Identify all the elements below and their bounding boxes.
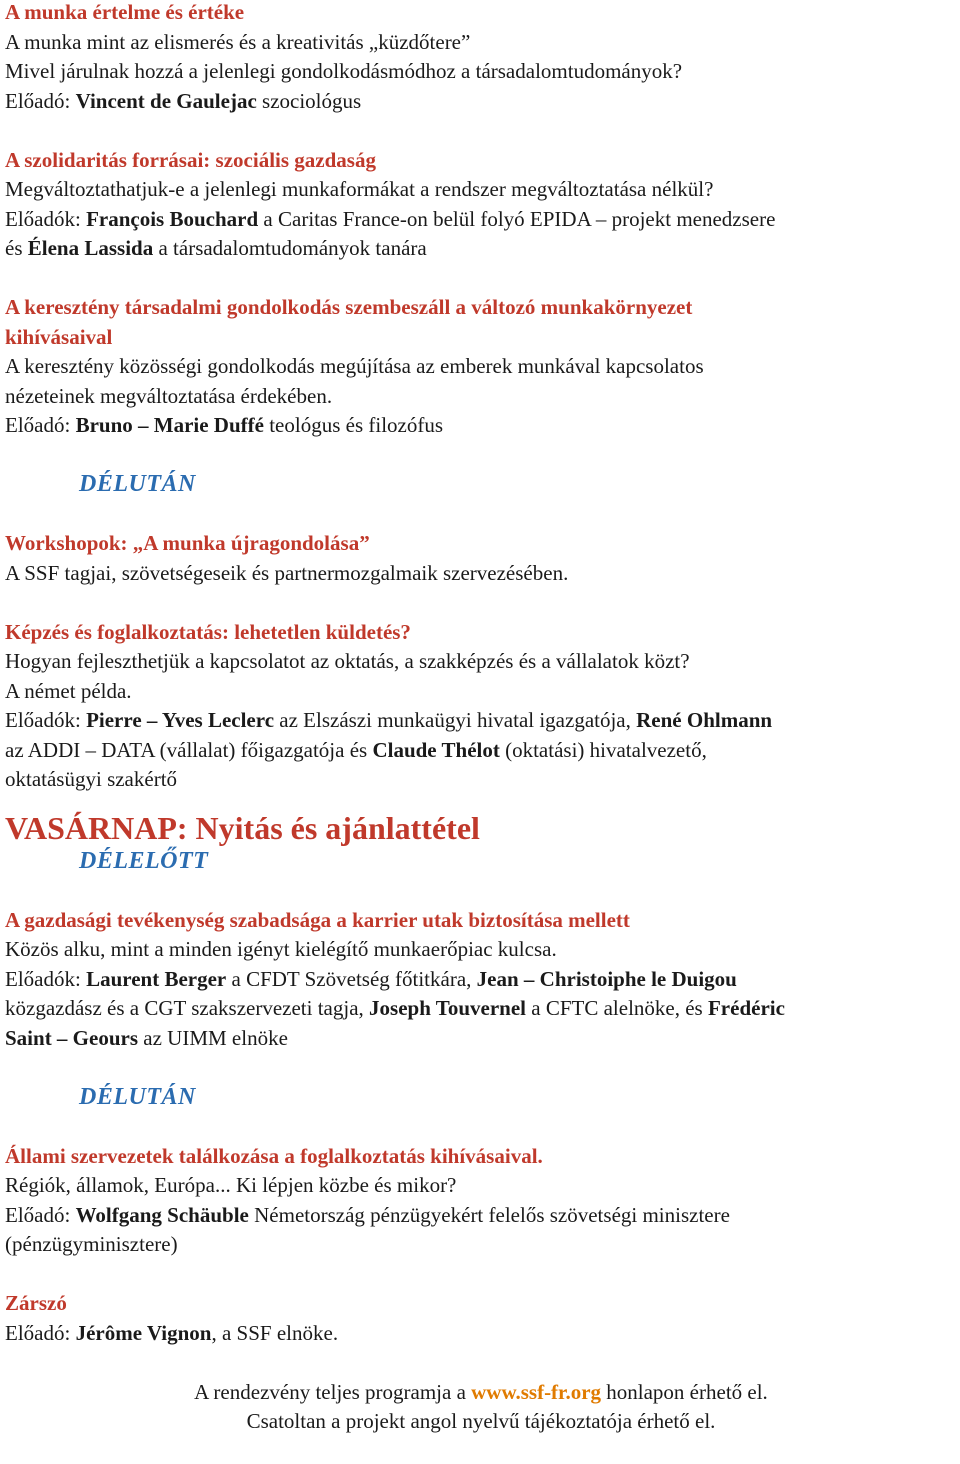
afternoon-heading: DÉLUTÁN <box>79 1083 196 1110</box>
footer-line <box>5 1378 957 1408</box>
footer-note: Csatoltan a projekt angol nyelvű tájékoztatója érhető el. <box>246 1409 716 1433</box>
afternoon-heading: DÉLUTÁN <box>79 471 196 497</box>
speaker-name: Claude Thélot <box>372 737 500 762</box>
section-title: A szolidaritás forrásai: szociális gazdaság <box>5 147 376 172</box>
speaker-role: , a SSF elnöke. <box>211 1320 339 1345</box>
speaker-name: Pierre – Yves Leclerc <box>86 708 275 732</box>
speaker-prefix: Előadó: <box>5 1202 76 1227</box>
speaker-line <box>5 706 957 736</box>
speaker-role: a társadalomtudományok tanára <box>153 236 427 260</box>
speaker-prefix: Előadó: <box>5 413 76 437</box>
section-text: Hogyan fejleszthetjük a kapcsolatot az oktatás, a szakképzés és a vállalatok közt? <box>5 649 690 673</box>
speaker-role: a CFTC alelnöke, és <box>526 996 708 1020</box>
section-text: A keresztény közösségi gondolkodás megújítása az emberek munkával kapcsolatos <box>5 354 704 378</box>
speaker-role: (pénzügyminisztere) <box>5 1232 178 1256</box>
speaker-line <box>5 234 957 264</box>
speaker-name: François Bouchard <box>86 206 259 231</box>
speaker-line <box>5 965 957 995</box>
day-heading: VASÁRNAP: Nyitás és ajánlattétel <box>5 809 480 846</box>
speaker-role: az Elszászi munkaügyi hivatal igazgatója, <box>274 708 637 732</box>
speaker-prefix: Előadók: <box>5 206 87 231</box>
speaker-role: oktatásügyi szakértő <box>5 767 178 791</box>
speaker-line <box>5 994 957 1024</box>
speaker-role: a Caritas France-on belül folyó EPIDA – projekt menedzsere <box>258 206 776 231</box>
speaker-name: Élena Lassida <box>27 236 154 260</box>
section-title: Képzés és foglalkoztatás: lehetetlen küldetés? <box>5 619 411 644</box>
speaker-line <box>5 1024 957 1054</box>
speaker-line <box>5 87 957 117</box>
section-text: Közös alku, mint a minden igényt kielégítő munkaerőpiac kulcsa. <box>5 937 557 961</box>
speaker-line <box>5 736 957 766</box>
speaker-prefix: Előadó: <box>5 1320 76 1345</box>
morning-heading: DÉLELŐTT <box>79 847 209 874</box>
section-text: Megváltoztathatjuk-e a jelenlegi munkaformákat a rendszer megváltoztatása nélkül? <box>5 177 714 201</box>
footer-text: honlapon érhető el. <box>601 1379 768 1404</box>
speaker-role: (oktatási) hivatalvezető, <box>499 737 707 762</box>
speaker-role: szociológus <box>256 88 362 113</box>
speaker-prefix: és <box>5 236 28 260</box>
section-text: A német példa. <box>5 678 132 703</box>
speaker-prefix: Előadó: <box>5 88 76 113</box>
section-title: A keresztény társadalmi gondolkodás szembeszáll a változó munkakörnyezet <box>5 295 693 319</box>
footer-text: A rendezvény teljes programja a <box>194 1379 472 1404</box>
speaker-role: a CFDT Szövetség főtitkára, <box>226 966 477 991</box>
speaker-name: Jean – Christoiphe le Duigou <box>476 966 737 991</box>
section-title: Állami szervezetek találkozása a foglalkoztatás kihívásaival. <box>5 1143 543 1168</box>
speaker-name: Vincent de Gaulejac <box>75 88 257 113</box>
section-text: nézeteinek megváltoztatása érdekében. <box>5 383 333 408</box>
speaker-line <box>5 411 957 441</box>
speaker-name: Saint – Geours <box>5 1025 139 1050</box>
speaker-name: Laurent Berger <box>86 966 227 991</box>
speaker-prefix: Előadók: <box>5 708 87 732</box>
section-title: Workshopok: „A munka újragondolása” <box>5 531 370 555</box>
speaker-role: teológus és filozófus <box>263 413 444 437</box>
website-link[interactable]: www.ssf-fr.org <box>471 1379 602 1404</box>
speaker-name: Frédéric <box>707 996 785 1020</box>
section-title: A gazdasági tevékenység szabadsága a karrier utak biztosítása mellett <box>5 907 630 932</box>
speaker-line <box>5 205 957 235</box>
program-document <box>5 0 957 1437</box>
speaker-name: Joseph Touvernel <box>369 996 526 1020</box>
speaker-role: az UIMM elnöke <box>138 1025 288 1050</box>
section-subtitle: A munka mint az elismerés és a kreativitás „küzdőtere” <box>5 29 471 54</box>
speaker-line <box>5 1319 957 1349</box>
section-title: kihívásaival <box>5 324 113 349</box>
speaker-role: az ADDI – DATA (vállalat) főigazgatója és <box>5 737 373 762</box>
speaker-role: Németország pénzügyekért felelős szövetségi minisztere <box>248 1202 730 1227</box>
speaker-prefix: Előadók: <box>5 966 87 991</box>
speaker-role: közgazdász és a CGT szakszervezeti tagja, <box>5 996 370 1020</box>
speaker-line <box>5 1201 957 1231</box>
speaker-name: René Ohlmann <box>636 708 773 732</box>
section-text: A SSF tagjai, szövetségeseik és partnermozgalmaik szervezésében. <box>5 560 569 585</box>
speaker-name: Bruno – Marie Duffé <box>75 413 264 437</box>
section-text: Régiók, államok, Európa... Ki lépjen közbe és mikor? <box>5 1173 457 1197</box>
speaker-name: Jérôme Vignon <box>75 1320 212 1345</box>
section-title: A munka értelme és értéke <box>5 0 245 24</box>
section-title: Zárszó <box>5 1291 67 1315</box>
speaker-name: Wolfgang Schäuble <box>75 1202 249 1227</box>
section-text: Mivel járulnak hozzá a jelenlegi gondolkodásmódhoz a társadalomtudományok? <box>5 59 683 83</box>
